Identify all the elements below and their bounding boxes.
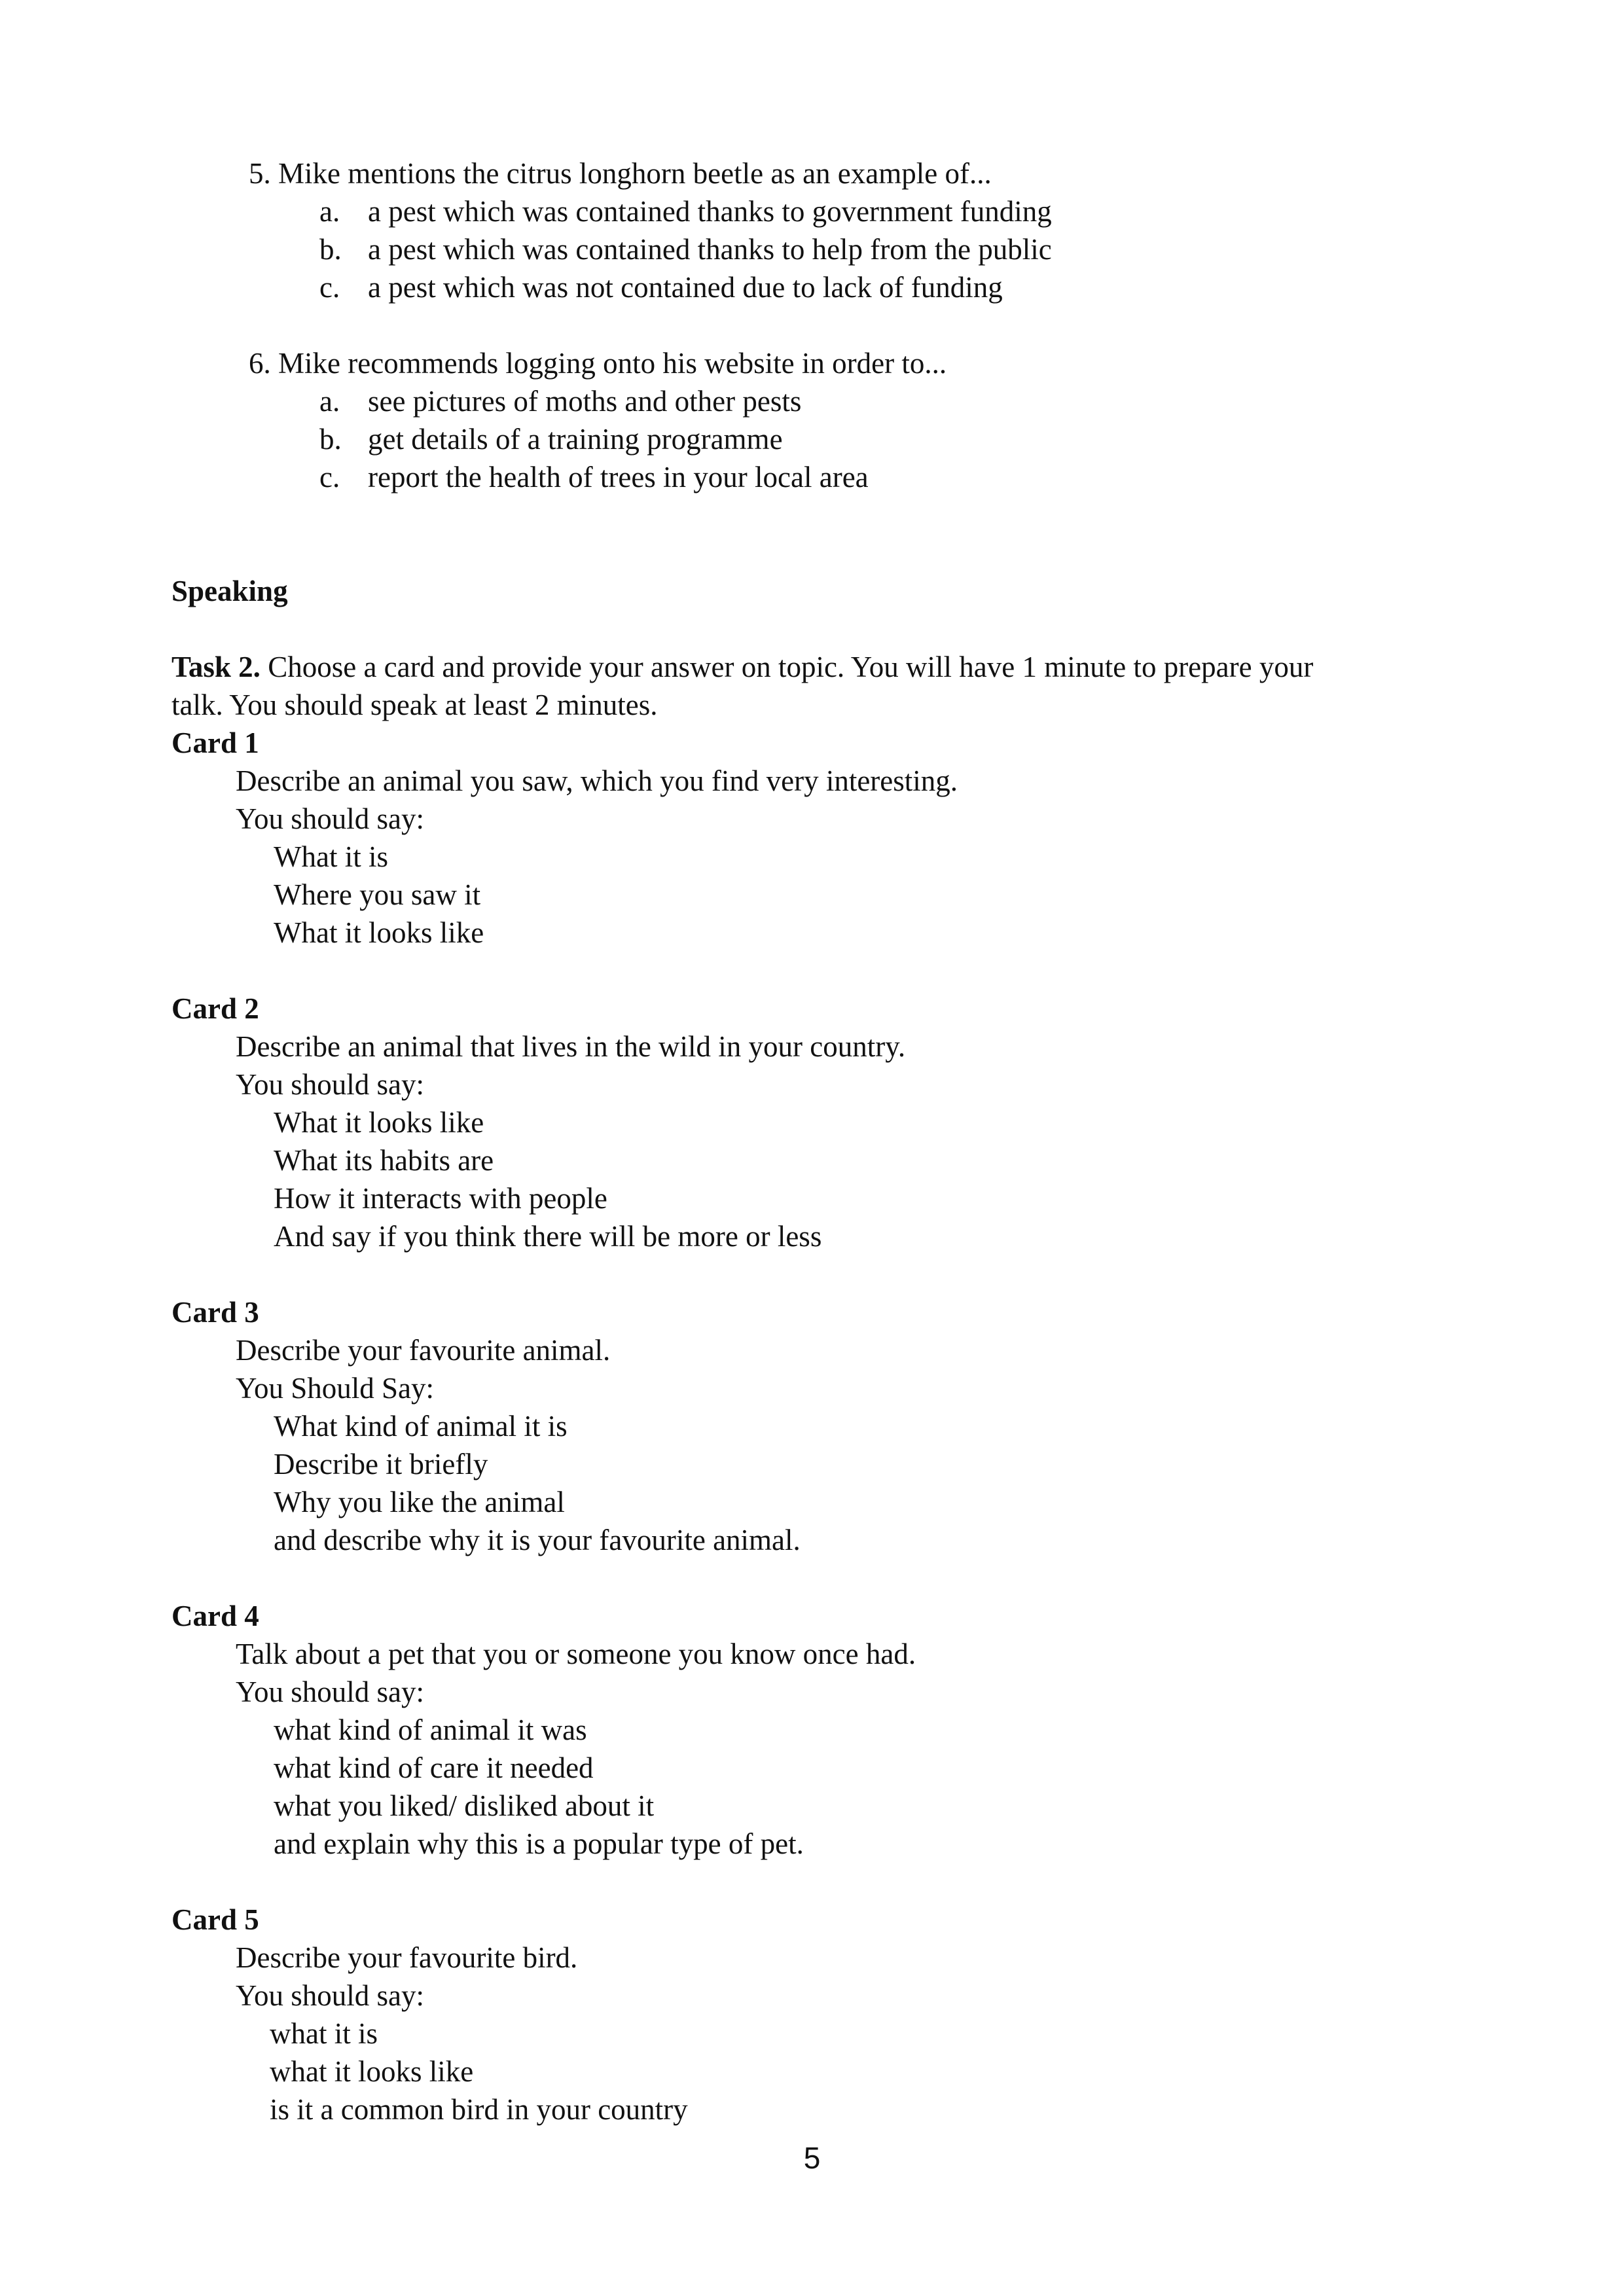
card-prompt: Describe your favourite animal.	[236, 1334, 611, 1367]
card-point: What kind of animal it is	[274, 1410, 568, 1443]
card-point: Describe it briefly	[274, 1448, 488, 1480]
option-letter: b.	[319, 233, 342, 266]
option-text: a pest which was not contained due to lack of funding	[368, 271, 1003, 304]
task-text-continued: talk. You should speak at least 2 minutes.	[171, 689, 658, 721]
card-should-say: You Should Say:	[236, 1372, 435, 1405]
card-point: What it looks like	[274, 916, 484, 949]
card-point: What its habits are	[274, 1144, 494, 1177]
task-instructions	[171, 648, 1313, 686]
card-point: is it a common bird in your country	[270, 2093, 688, 2126]
card-should-say: You should say:	[236, 1979, 424, 2012]
card-title: Card 5	[171, 1903, 259, 1936]
card-point: what it looks like	[270, 2055, 474, 2088]
card-should-say: You should say:	[236, 802, 424, 835]
question-stem: 6. Mike recommends logging onto his website in order to...	[249, 347, 947, 380]
card-point: and describe why it is your favourite animal.	[274, 1524, 801, 1556]
card-title: Card 4	[171, 1600, 259, 1632]
card-prompt: Describe an animal that lives in the wild in your country.	[236, 1030, 906, 1063]
card-point: what kind of care it needed	[274, 1751, 594, 1784]
option-text: report the health of trees in your local area	[368, 461, 869, 493]
card-point: and explain why this is a popular type of pet.	[274, 1827, 804, 1860]
page-number: 5	[803, 2141, 821, 2175]
option-text: a pest which was contained thanks to government funding	[368, 195, 1052, 228]
card-prompt: Talk about a pet that you or someone you know once had.	[236, 1638, 916, 1670]
option-text: a pest which was contained thanks to help from the public	[368, 233, 1052, 266]
card-prompt: Describe an animal you saw, which you find very interesting.	[236, 764, 958, 797]
card-point: What it looks like	[274, 1106, 484, 1139]
card-point: Where you saw it	[274, 878, 481, 911]
option-text: see pictures of moths and other pests	[368, 385, 802, 418]
card-point: what it is	[270, 2017, 378, 2050]
card-prompt: Describe your favourite bird.	[236, 1941, 578, 1974]
card-should-say: You should say:	[236, 1068, 424, 1101]
card-point: Why you like the animal	[274, 1486, 565, 1518]
card-title: Card 3	[171, 1296, 259, 1329]
card-title: Card 2	[171, 992, 259, 1025]
card-should-say: You should say:	[236, 1676, 424, 1708]
task-text: Choose a card and provide your answer on topic. You will have 1 minute to prepare your	[260, 651, 1314, 683]
card-point: And say if you think there will be more or less	[274, 1220, 822, 1253]
card-title: Card 1	[171, 726, 259, 759]
card-point: How it interacts with people	[274, 1182, 607, 1215]
option-text: get details of a training programme	[368, 423, 783, 456]
option-letter: b.	[319, 423, 342, 456]
option-letter: a.	[319, 195, 340, 228]
option-letter: c.	[319, 461, 340, 493]
option-letter: a.	[319, 385, 340, 418]
card-point: What it is	[274, 840, 388, 873]
card-point: what kind of animal it was	[274, 1713, 587, 1746]
option-letter: c.	[319, 271, 340, 304]
task-label: Task 2.	[171, 651, 261, 683]
section-heading: Speaking	[171, 575, 288, 607]
card-point: what you liked/ disliked about it	[274, 1789, 655, 1822]
question-stem: 5. Mike mentions the citrus longhorn beetle as an example of...	[249, 157, 992, 190]
